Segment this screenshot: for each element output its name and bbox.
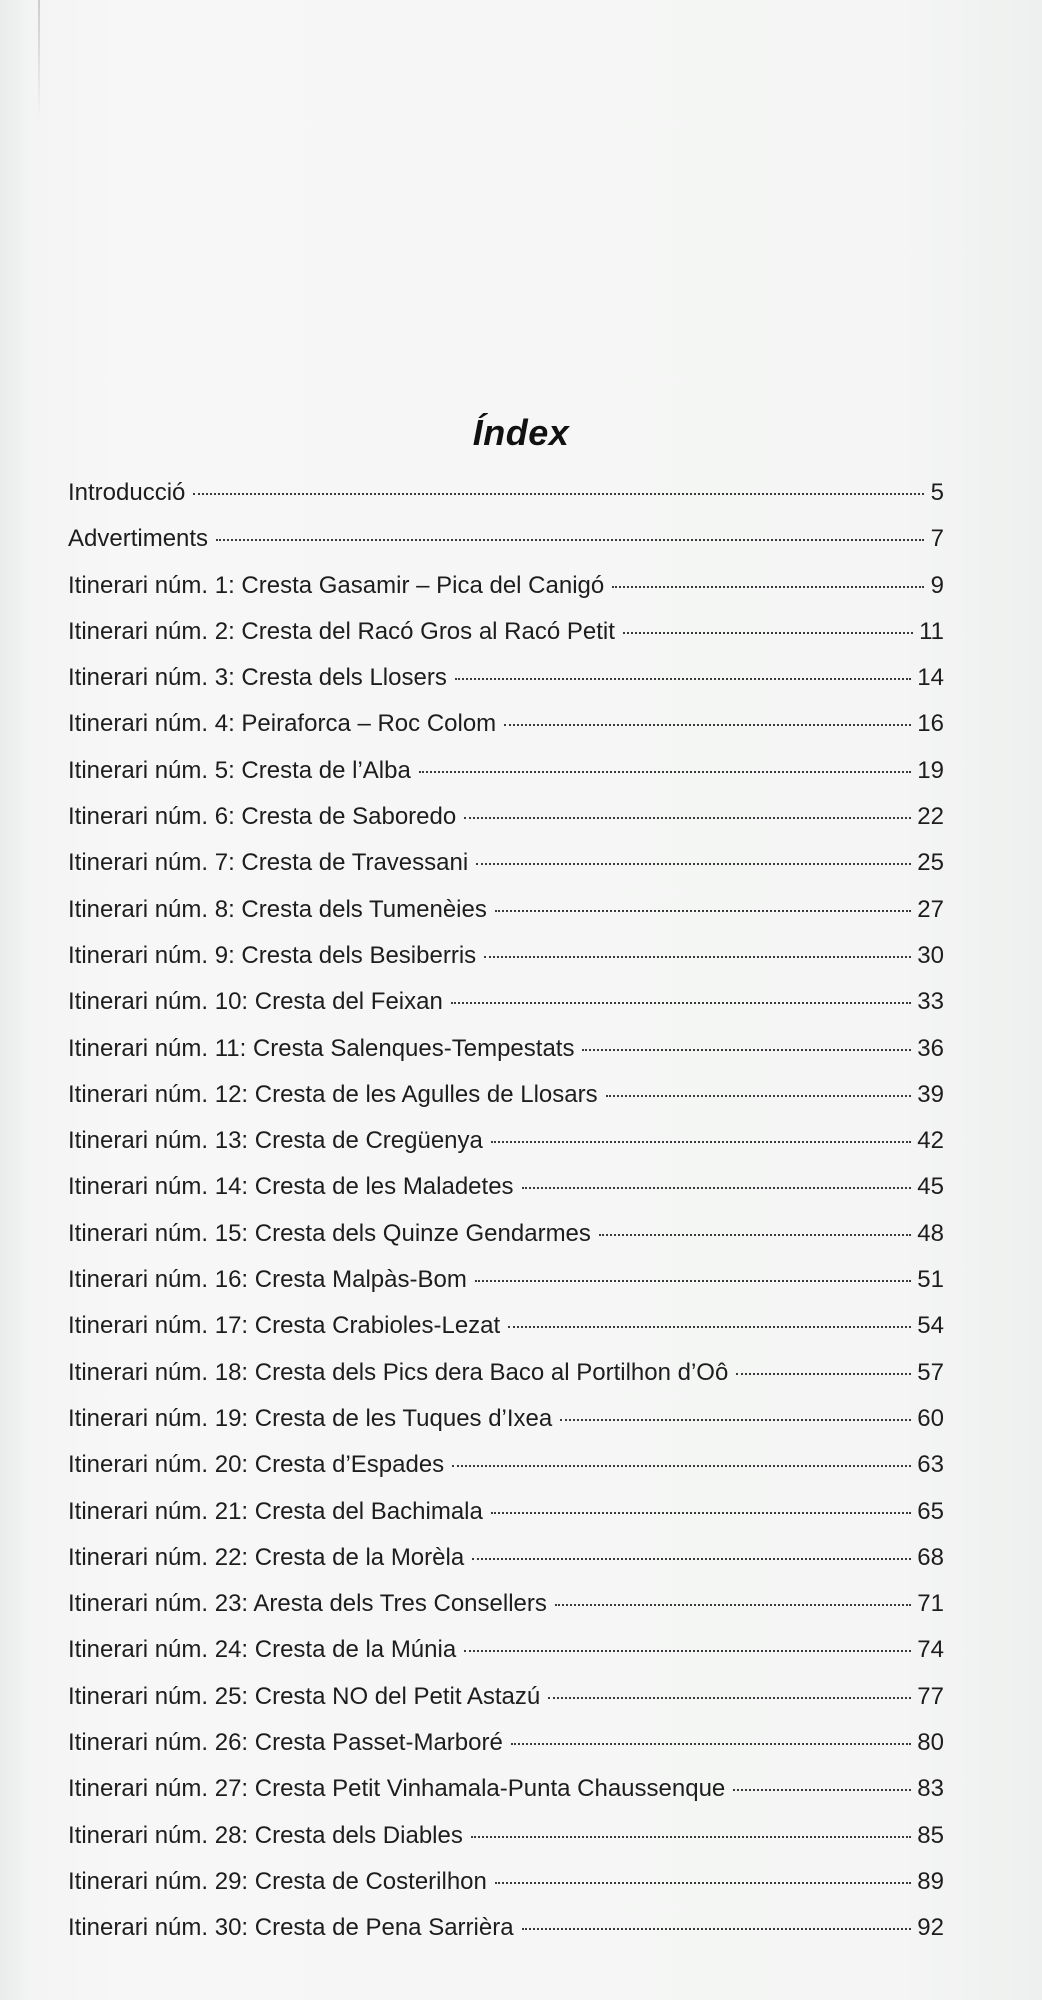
toc-entry-page-number: 27 (917, 895, 944, 923)
toc-entry-page-number: 22 (917, 803, 944, 831)
toc-leader-dots (612, 586, 924, 588)
toc-entry (68, 1034, 944, 1080)
toc-entry-label: Itinerari núm. 11: Cresta Salenques-Tempestats (68, 1034, 575, 1062)
toc-leader-dots (560, 1419, 911, 1421)
table-of-contents (68, 478, 944, 1960)
toc-entry (68, 1774, 944, 1820)
toc-leader-dots (623, 632, 913, 634)
toc-entry-label: Itinerari núm. 4: Peiraforca – Roc Colom (68, 710, 497, 738)
toc-entry (68, 478, 944, 524)
toc-entry-page-number: 89 (917, 1867, 944, 1895)
toc-entry (68, 709, 944, 755)
toc-entry (68, 1126, 944, 1172)
toc-entry (68, 1404, 944, 1450)
toc-entry-page-number: 9 (930, 571, 944, 599)
toc-entry (68, 1821, 944, 1867)
page-edge-shadow (38, 0, 40, 120)
toc-leader-dots (511, 1743, 911, 1745)
toc-entry-page-number: 36 (917, 1034, 944, 1062)
toc-leader-dots (555, 1604, 911, 1606)
toc-entry-label: Itinerari núm. 1: Cresta Gasamir – Pica del Canigó (68, 571, 605, 599)
toc-leader-dots (419, 771, 911, 773)
toc-entry-label: Itinerari núm. 3: Cresta dels Llosers (68, 664, 447, 692)
toc-leader-dots (736, 1373, 911, 1375)
toc-entry-page-number: 5 (930, 479, 944, 506)
toc-entry (68, 1543, 944, 1589)
toc-entry-page-number: 30 (917, 941, 944, 969)
toc-entry-label: Itinerari núm. 18: Cresta dels Pics dera Baco al Portilhon d’Oô (68, 1358, 729, 1386)
toc-entry-page-number: 65 (917, 1497, 944, 1525)
toc-entry-page-number: 85 (917, 1821, 944, 1849)
toc-entry-page-number: 19 (917, 756, 944, 784)
toc-entry-page-number: 14 (917, 664, 944, 692)
toc-entry-page-number: 68 (917, 1543, 944, 1571)
toc-entry (68, 802, 944, 848)
toc-entry (68, 1219, 944, 1265)
toc-entry-page-number: 11 (919, 617, 944, 645)
toc-entry-label: Itinerari núm. 7: Cresta de Travessani (68, 849, 469, 877)
toc-entry (68, 1913, 944, 1959)
toc-entry-page-number: 7 (930, 525, 944, 553)
toc-entry-label: Itinerari núm. 22: Cresta de la Morèla (68, 1543, 465, 1571)
toc-leader-dots (599, 1234, 911, 1236)
toc-entry-label: Itinerari núm. 23: Aresta dels Tres Consellers (68, 1590, 547, 1618)
toc-leader-dots (606, 1095, 912, 1097)
toc-entry-page-number: 39 (917, 1080, 944, 1108)
toc-leader-dots (216, 539, 924, 541)
toc-entry-page-number: 83 (917, 1775, 944, 1803)
toc-leader-dots (522, 1928, 912, 1930)
toc-entry-label: Itinerari núm. 6: Cresta de Saboredo (68, 803, 457, 831)
toc-entry-label: Itinerari núm. 17: Cresta Crabioles-Lezat (68, 1312, 501, 1340)
toc-entry-page-number: 54 (917, 1312, 944, 1340)
toc-entry (68, 1867, 944, 1913)
toc-entry-label: Itinerari núm. 14: Cresta de les Maladetes (68, 1173, 514, 1201)
toc-entry (68, 1311, 944, 1357)
toc-leader-dots (476, 863, 911, 865)
toc-entry-label: Itinerari núm. 25: Cresta NO del Petit Astazú (68, 1682, 541, 1710)
toc-entry-page-number: 77 (917, 1682, 944, 1710)
toc-entry (68, 1635, 944, 1681)
toc-entry-label: Itinerari núm. 13: Cresta de Cregüenya (68, 1127, 483, 1155)
toc-entry-label: Itinerari núm. 27: Cresta Petit Vinhamala-Punta Chaussenque (68, 1775, 726, 1803)
toc-leader-dots (455, 678, 911, 680)
toc-entry-page-number: 74 (917, 1636, 944, 1664)
toc-entry (68, 663, 944, 709)
toc-leader-dots (464, 1650, 911, 1652)
toc-leader-dots (495, 910, 911, 912)
toc-entry (68, 1728, 944, 1774)
toc-entry-page-number: 33 (917, 988, 944, 1016)
toc-entry-label: Itinerari núm. 21: Cresta del Bachimala (68, 1497, 483, 1525)
toc-leader-dots (582, 1049, 911, 1051)
toc-leader-dots (472, 1558, 911, 1560)
toc-leader-dots (484, 956, 911, 958)
toc-entry-label: Advertiments (68, 525, 209, 553)
toc-entry-label: Itinerari núm. 15: Cresta dels Quinze Gendarmes (68, 1219, 591, 1247)
toc-leader-dots (475, 1280, 911, 1282)
toc-entry (68, 1265, 944, 1311)
toc-entry-label: Itinerari núm. 9: Cresta dels Besiberris (68, 941, 477, 969)
toc-entry-page-number: 92 (917, 1914, 944, 1942)
toc-leader-dots (471, 1836, 911, 1838)
toc-entry-label: Itinerari núm. 20: Cresta d’Espades (68, 1451, 445, 1479)
toc-entry (68, 524, 944, 570)
toc-entry-label: Introducció (68, 479, 186, 506)
toc-entry-page-number: 80 (917, 1729, 944, 1757)
toc-entry (68, 571, 944, 617)
toc-entry-label: Itinerari núm. 29: Cresta de Costerilhon (68, 1867, 487, 1895)
toc-entry-label: Itinerari núm. 28: Cresta dels Diables (68, 1821, 463, 1849)
toc-leader-dots (451, 1002, 911, 1004)
toc-leader-dots (548, 1697, 911, 1699)
toc-leader-dots (508, 1326, 911, 1328)
toc-entry (68, 1172, 944, 1218)
toc-entry-page-number: 71 (917, 1590, 944, 1618)
toc-entry (68, 987, 944, 1033)
toc-entry-label: Itinerari núm. 24: Cresta de la Múnia (68, 1636, 457, 1664)
toc-entry-label: Itinerari núm. 10: Cresta del Feixan (68, 988, 443, 1016)
toc-entry-page-number: 57 (917, 1358, 944, 1386)
toc-entry-page-number: 42 (917, 1127, 944, 1155)
toc-entry (68, 1682, 944, 1728)
toc-entry-page-number: 60 (917, 1404, 944, 1432)
toc-leader-dots (193, 493, 924, 495)
toc-entry (68, 1358, 944, 1404)
toc-entry (68, 756, 944, 802)
toc-entry (68, 1589, 944, 1635)
toc-entry-page-number: 51 (917, 1266, 944, 1294)
toc-entry-label: Itinerari núm. 16: Cresta Malpàs-Bom (68, 1266, 467, 1294)
toc-entry (68, 617, 944, 663)
toc-leader-dots (491, 1141, 911, 1143)
toc-entry-page-number: 45 (917, 1173, 944, 1201)
toc-entry-label: Itinerari núm. 2: Cresta del Racó Gros al Racó Petit (68, 617, 615, 645)
toc-entry (68, 848, 944, 894)
page-title: Índex (472, 412, 570, 454)
toc-entry (68, 941, 944, 987)
toc-entry (68, 895, 944, 941)
toc-leader-dots (504, 724, 911, 726)
toc-entry-label: Itinerari núm. 30: Cresta de Pena Sarrièra (68, 1914, 514, 1942)
toc-entry-label: Itinerari núm. 5: Cresta de l’Alba (68, 756, 411, 784)
toc-entry-label: Itinerari núm. 12: Cresta de les Agulles de Llosars (68, 1080, 598, 1108)
toc-entry-page-number: 48 (917, 1219, 944, 1247)
toc-entry-page-number: 16 (917, 710, 944, 738)
toc-leader-dots (491, 1512, 911, 1514)
toc-leader-dots (452, 1465, 911, 1467)
toc-entry-page-number: 63 (917, 1451, 944, 1479)
toc-leader-dots (733, 1789, 911, 1791)
toc-leader-dots (464, 817, 911, 819)
toc-leader-dots (495, 1882, 911, 1884)
toc-entry-page-number: 25 (917, 849, 944, 877)
toc-entry (68, 1450, 944, 1496)
toc-entry-label: Itinerari núm. 8: Cresta dels Tumenèies (68, 895, 487, 923)
toc-entry-label: Itinerari núm. 26: Cresta Passet-Marboré (68, 1729, 503, 1757)
toc-entry (68, 1497, 944, 1543)
toc-entry-label: Itinerari núm. 19: Cresta de les Tuques d’Ixea (68, 1404, 553, 1432)
toc-leader-dots (522, 1187, 912, 1189)
toc-entry (68, 1080, 944, 1126)
